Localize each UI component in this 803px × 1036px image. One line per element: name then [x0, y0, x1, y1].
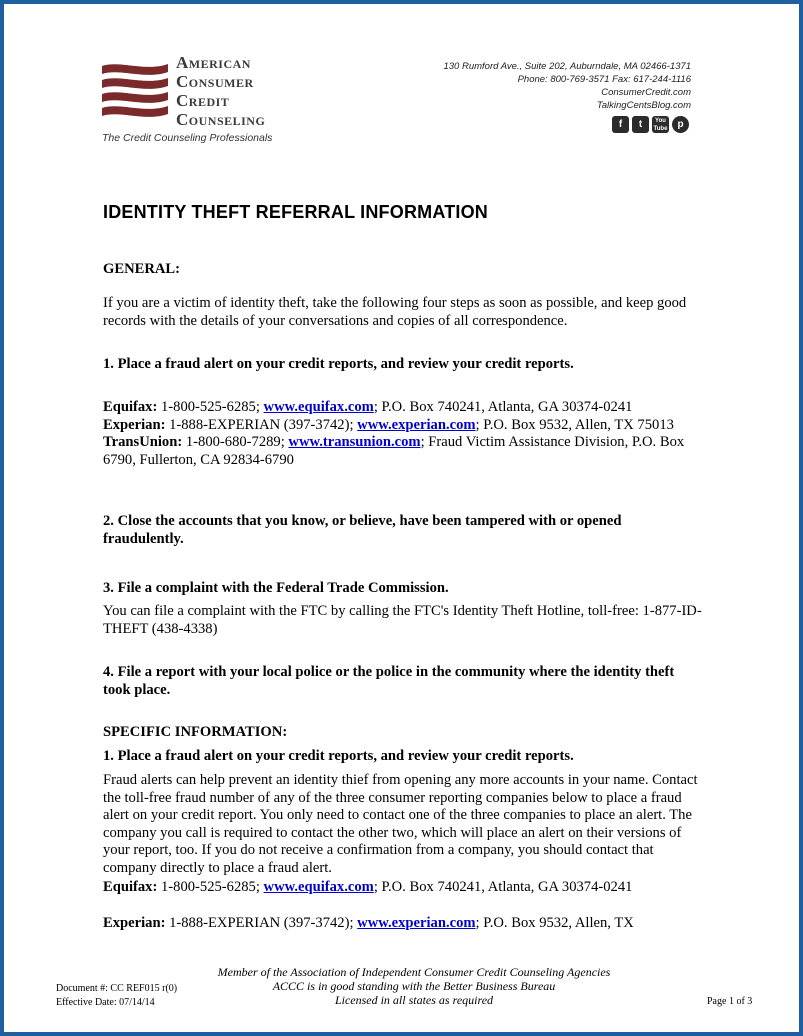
- bureau-phone: 1-888-EXPERIAN (397-3742);: [165, 416, 358, 433]
- bureau-address: ; P.O. Box 740241, Atlanta, GA 30374-0241: [373, 879, 633, 895]
- acccc-logo: [100, 54, 300, 149]
- bureau-phone: 1-800-525-6285;: [157, 879, 264, 895]
- bureau-name: Experian:: [103, 915, 166, 931]
- tagline: The Credit Counseling Professionals: [102, 132, 273, 144]
- footer-bbb: ACCC is in good standing with the Better Business Bureau: [272, 979, 556, 993]
- twitter-icon[interactable]: t: [632, 116, 649, 133]
- transunion-entry: [103, 434, 703, 469]
- transunion-link[interactable]: www.transunion.com: [288, 434, 421, 450]
- contact-block: [443, 60, 691, 112]
- bureau-address: ; P.O. Box 9532, Allen, TX: [475, 915, 634, 931]
- pinterest-icon[interactable]: p: [672, 116, 689, 133]
- specific-equifax-entry: [103, 879, 703, 897]
- footer-doc-info: [56, 982, 177, 1010]
- equifax-link[interactable]: www.equifax.com: [263, 879, 374, 895]
- logo-line: Consumer: [176, 72, 254, 91]
- general-heading: GENERAL:: [103, 261, 181, 277]
- facebook-icon[interactable]: f: [612, 116, 629, 133]
- step3-heading: 3. File a complaint with the Federal Trade Commission.: [103, 580, 449, 596]
- phone-fax: Phone: 800-769-3571 Fax: 617-244-1116: [517, 74, 691, 85]
- specific-heading: SPECIFIC INFORMATION:: [103, 724, 288, 740]
- address: 130 Rumford Ave., Suite 202, Auburndale, MA 02466-1371: [443, 61, 691, 72]
- bureau-name: Equifax:: [103, 879, 158, 895]
- specific-experian-entry: [103, 915, 703, 933]
- page-title: IDENTITY THEFT REFERRAL INFORMATION: [103, 202, 488, 222]
- effective-date: Effective Date: 07/14/14: [56, 997, 155, 1008]
- youtube-icon[interactable]: You Tube: [653, 118, 668, 132]
- step1-heading: 1. Place a fraud alert on your credit reports, and review your credit reports.: [103, 356, 574, 372]
- bureau-phone: 1-800-525-6285;: [157, 399, 264, 415]
- bureau-address: ; P.O. Box 9532, Allen, TX 75013: [475, 416, 674, 433]
- social-icons: [612, 116, 689, 133]
- step2-heading: 2. Close the accounts that you know, or believe, have been tampered with or opened fraudulently.: [103, 513, 622, 547]
- bureau-address: ; Fraud Victim Assistance Division, P.O. Box 6790, Fullerton, CA 92834-6790: [103, 434, 685, 468]
- logo-line: Credit: [176, 91, 230, 110]
- general-intro: If you are a victim of identity theft, take the following four steps as soon as possible, and keep good records with the details of your conversations and copies of all correspondence.: [103, 295, 687, 329]
- equifax-entry: [103, 399, 703, 417]
- step3-body: You can file a complaint with the FTC by calling the FTC's Identity Theft Hotline, toll-free: 1-877-ID-THEFT (438-4338): [103, 603, 702, 637]
- bureau-name: Equifax:: [103, 399, 158, 415]
- website-link[interactable]: ConsumerCredit.com: [601, 87, 691, 98]
- footer-membership: Member of the Association of Independent Consumer Credit Counseling Agencies: [217, 965, 611, 979]
- bureau-phone: 1-800-680-7289;: [182, 434, 289, 450]
- logo-line: Counseling: [176, 110, 266, 129]
- document-number: Document #: CC REF015 r(0): [56, 983, 178, 994]
- page-number: Page 1 of 3: [707, 996, 753, 1007]
- logo-wordmark: [176, 54, 265, 130]
- experian-link[interactable]: www.experian.com: [357, 416, 476, 433]
- specific-body: Fraud alerts can help prevent an identity thief from opening any more accounts in your name. Contact the toll-free fraud number of any of the three consumer reporting companies below to place a fraud alert on your credit report. You only need to contact one of the three companies to place an alert. The company you call is required to contact the other two, which will place an alert on their versions of your report, too. If you do not receive a confirmation from a company, you should contact that company directly to place a fraud alert.: [103, 772, 698, 876]
- experian-link[interactable]: www.experian.com: [357, 915, 476, 931]
- experian-entry: [103, 417, 703, 435]
- footer-license: Licensed in all states as required: [334, 993, 494, 1007]
- logo-line: American: [176, 53, 251, 72]
- footer-center: [164, 965, 664, 1007]
- step4-heading: 4. File a report with your local police or the police in the community where the identity theft took place.: [103, 664, 675, 698]
- bureau-address: ; P.O. Box 740241, Atlanta, GA 30374-0241: [373, 399, 633, 415]
- equifax-link[interactable]: www.equifax.com: [263, 399, 374, 415]
- specific-step1-heading: 1. Place a fraud alert on your credit reports, and review your credit reports.: [103, 748, 574, 764]
- blog-link[interactable]: TalkingCentsBlog.com: [596, 100, 691, 111]
- bureau-list: [103, 399, 703, 469]
- bureau-name: TransUnion:: [103, 434, 183, 450]
- logo-stripes-icon: [100, 60, 170, 122]
- bureau-phone: 1-888-EXPERIAN (397-3742);: [165, 915, 358, 931]
- document-page: [4, 4, 799, 1032]
- bureau-name: Experian:: [103, 416, 166, 433]
